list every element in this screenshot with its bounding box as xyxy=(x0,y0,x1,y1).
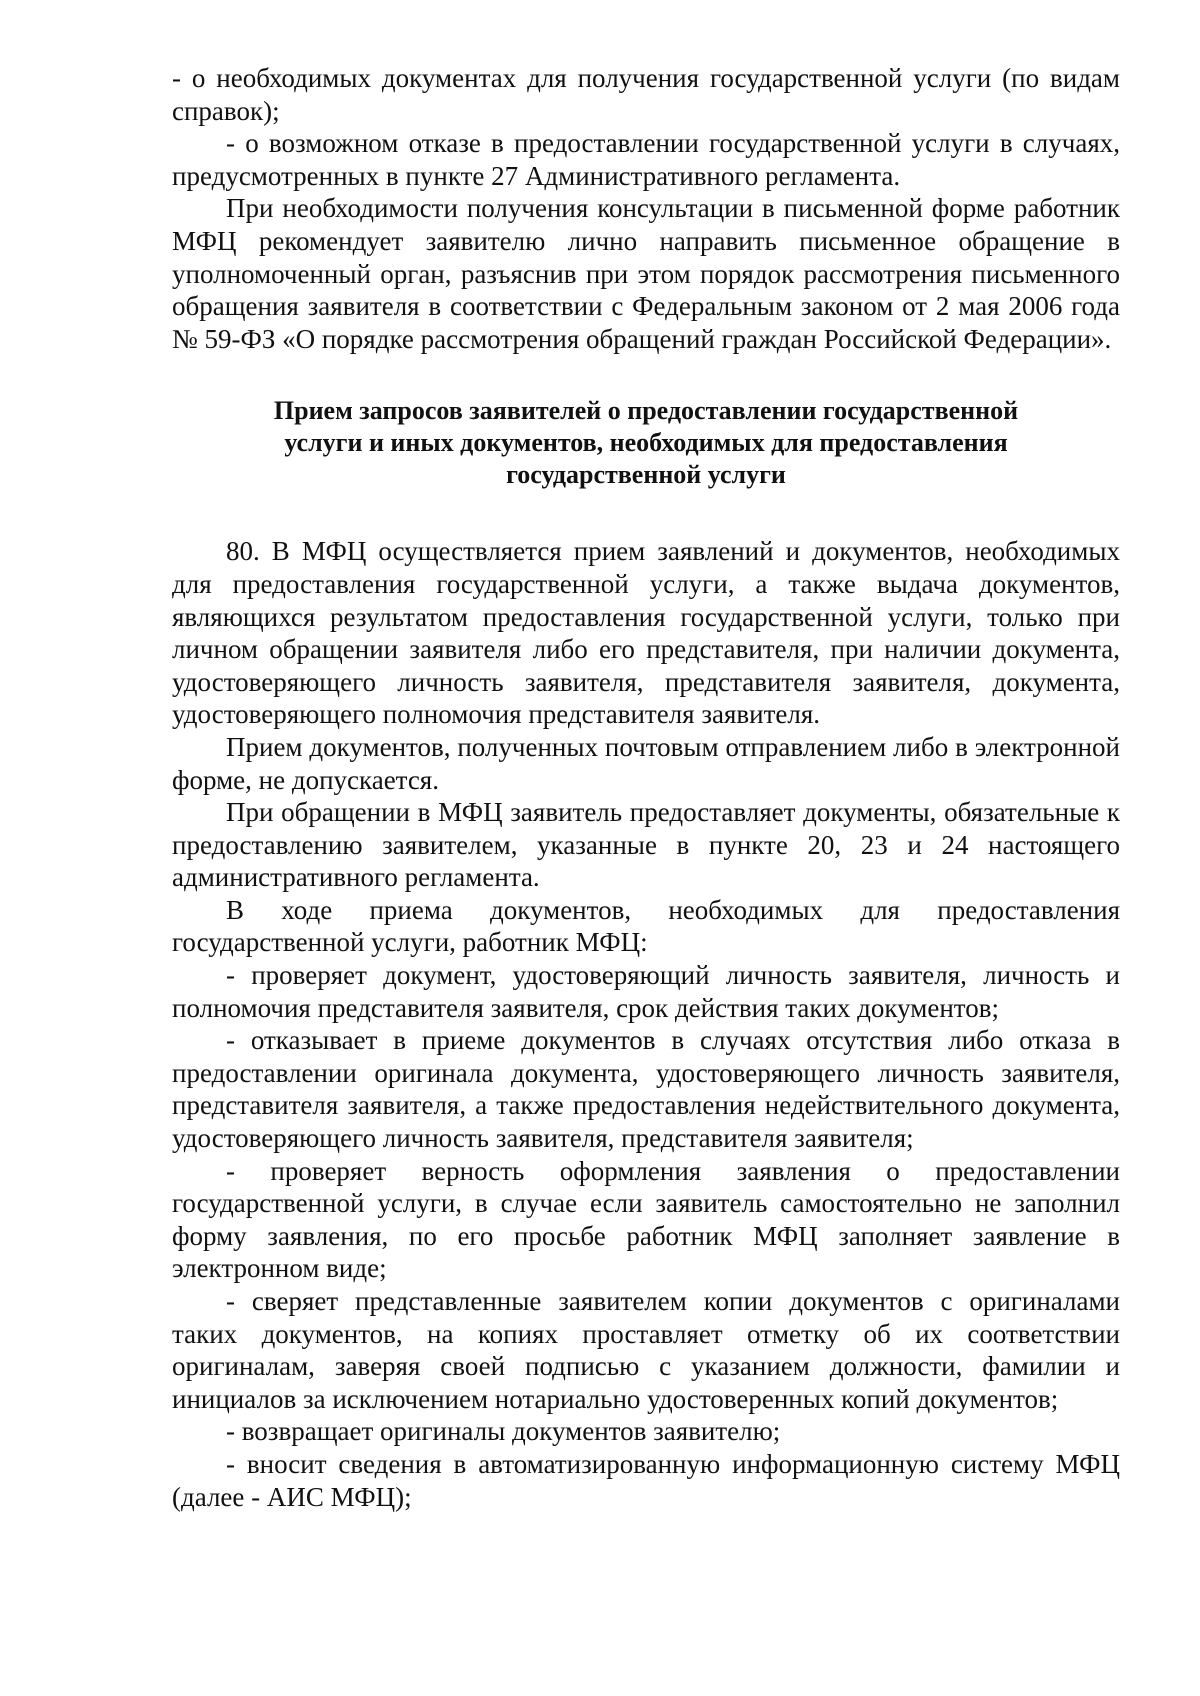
paragraph-80: 80. В МФЦ осуществляется прием заявлений и документов, необходимых для предоставления государственной услуги, а также выдача документов, являющихся результатом предоставления государственной услуги, только при личном обращении заявителя либо его представителя, при наличии документа, удостоверяющего личность заявителя, представителя заявителя, документа, удостоверяющего полномочия представителя заявителя. xyxy=(172,536,1120,730)
list-item-check-identity: - проверяет документ, удостоверяющий личность заявителя, личность и полномочия представителя заявителя, срок действия таких документов; xyxy=(172,960,1120,1023)
list-item-verify-copies: - сверяет представленные заявителем копии документов с оригиналами таких документов, на копиях проставляет отметку об их соответствии оригиналам, заверяя своей подписью с указанием должности, фамилии и инициалов за исключением нотариально удостоверенных копий документов; xyxy=(172,1286,1120,1414)
list-item-check-form: - проверяет верность оформления заявления о предоставлении государственной услуги, в случае если заявитель самостоятельно не заполнил форму заявления, по его просьбе работник МФЦ заполняет заявление в электронном виде; xyxy=(172,1155,1120,1284)
section-heading xyxy=(172,395,1120,491)
paragraph-no-mail: Прием документов, полученных почтовым отправлением либо в электронной форме, не допускается. xyxy=(172,731,1120,795)
list-item-return-originals: - возвращает оригиналы документов заявителю; xyxy=(226,1416,781,1447)
document-page xyxy=(172,62,1120,1513)
paragraph-refusal: - о возможном отказе в предоставлении государственной услуги в случаях, предусмотренных в пункте 27 Административного регламента. xyxy=(172,128,1120,191)
list-item-refuse: - отказывает в приеме документов в случаях отсутствия либо отказа в предоставлении оригинала документа, удостоверяющего личность заявителя, представителя заявителя, а также предоставления недействительного документа, удостоверяющего личность заявителя, представителя заявителя; xyxy=(172,1025,1120,1154)
list-item-enter-ais: - вносит сведения в автоматизированную информационную систему МФЦ (далее - АИС МФЦ); xyxy=(172,1448,1120,1512)
paragraph-written-consultation: При необходимости получения консультации в письменной форме работник МФЦ рекомендует заявителю лично направить письменное обращение в уполномоченный орган, разъяснив при этом порядок рассмотрения письменного обращения заявителя в соответствии с Федеральным законом от 2 мая 2006 года № 59-ФЗ «О порядке рассмотрения обращений граждан Российской Федерации». xyxy=(172,193,1120,354)
paragraph-required-documents: При обращении в МФЦ заявитель предоставляет документы, обязательные к предоставлению заявителем, указанные в пункте 20, 23 и 24 настоящего административного регламента. xyxy=(172,797,1120,893)
paragraph-reception-intro: В ходе приема документов, необходимых для предоставления государственной услуги, работник МФЦ: xyxy=(172,894,1120,958)
section-heading-line-3: государственной услуги xyxy=(506,460,786,490)
section-heading-line-1: Прием запросов заявителей о предоставлении государственной xyxy=(273,396,1019,426)
section-heading-line-2: услуги и иных документов, необходимых для предоставления xyxy=(284,428,1008,458)
paragraph-list-documents: - о необходимых документах для получения государственной услуги (по видам справок); xyxy=(172,63,1120,126)
